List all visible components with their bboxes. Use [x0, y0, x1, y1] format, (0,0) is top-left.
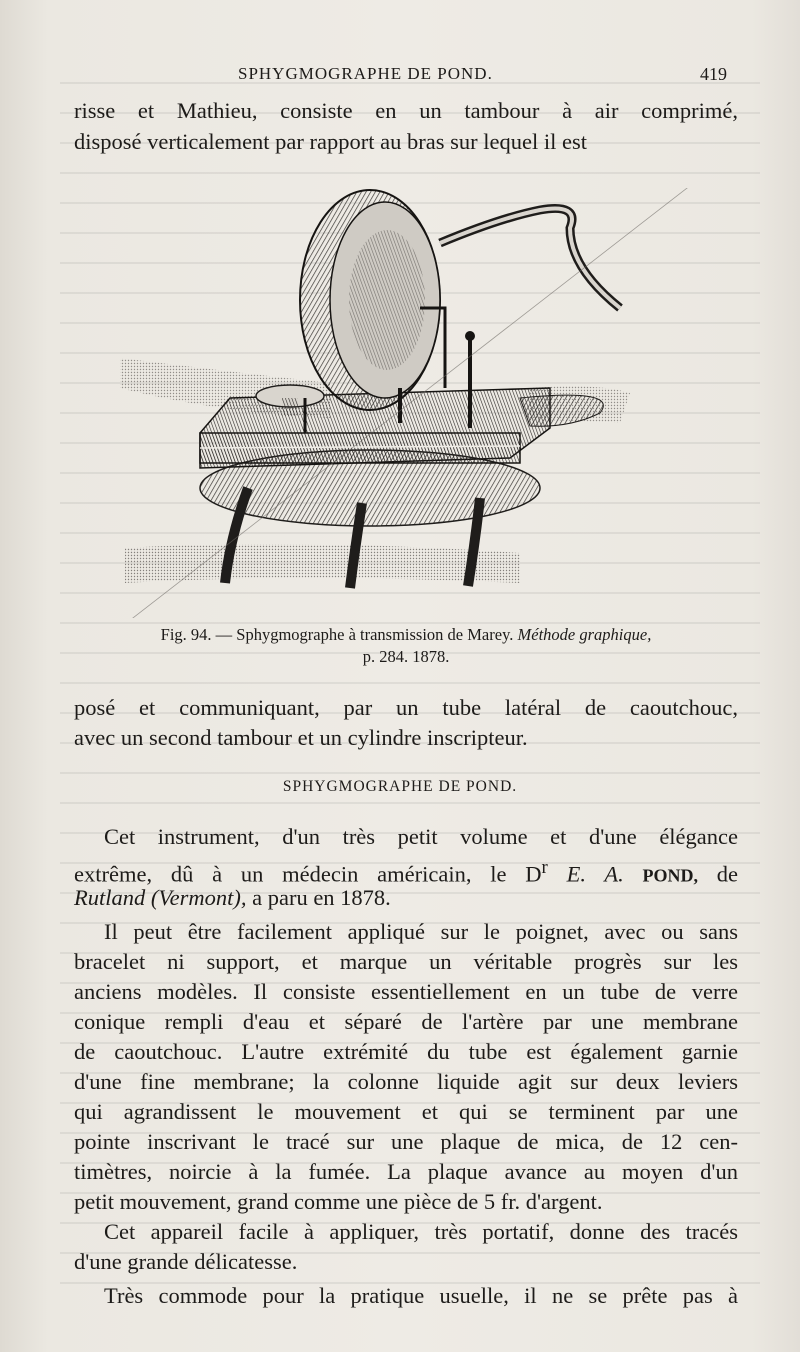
- text-line: petit mouvement, grand comme une pièce de 5 fr. d'argent.: [74, 1189, 603, 1214]
- text-line: Il peut être facilement appliqué sur le poignet, avec ou sans: [104, 919, 738, 944]
- text-line: disposé verticalement par rapport au bras sur lequel il est: [74, 129, 587, 154]
- text-line: de caoutchouc. L'autre extrémité du tube est également garnie: [74, 1039, 738, 1064]
- caption-book-title: Méthode graphique,: [517, 625, 652, 644]
- text-span: extrême, dû à un médecin américain, le D: [74, 861, 542, 887]
- page-number: 419: [700, 64, 727, 84]
- text-line: [74, 883, 738, 913]
- author-initials: E. A.: [566, 861, 624, 887]
- caption-prefix: Fig. 94. — Sphygmographe à transmission de Marey.: [160, 625, 514, 644]
- text-line: anciens modèles. Il consiste essentiellement en un tube de verre: [74, 979, 738, 1004]
- text-line: qui agrandissent le mouvement et qui se terminent par une: [74, 1099, 738, 1124]
- text-line: timètres, noircie à la fumée. La plaque avance au moyen d'un: [74, 1159, 738, 1184]
- text-line: pointe inscrivant le tracé sur une plaque de mica, de 12 cen-: [74, 1129, 738, 1154]
- text-line: d'une grande délicatesse.: [74, 1249, 298, 1274]
- place-name: Rutland: [74, 885, 146, 910]
- text-span: de: [716, 861, 739, 887]
- sphygmograph-engraving: [100, 188, 700, 618]
- text-span: a paru en 1878.: [252, 885, 391, 910]
- text-line: d'une fine membrane; la colonne liquide agit sur deux leviers: [74, 1069, 738, 1094]
- text-line: risse et Mathieu, consiste en un tambour à air comprimé,: [74, 98, 738, 123]
- caption-line-1: [74, 624, 738, 646]
- text-line: Cet appareil facile à appliquer, très portatif, donne des tracés: [104, 1219, 738, 1244]
- figure-caption: [74, 624, 738, 668]
- caption-reference: p. 284. 1878.: [362, 647, 450, 666]
- running-head-title: SPHYGMOGRAPHE DE POND.: [238, 64, 493, 83]
- text-line: bracelet ni support, et marque un véritable progrès sur les: [74, 949, 738, 974]
- author-surname: POND,: [642, 865, 698, 886]
- text-line: conique rempli d'eau et séparé de l'artère par une membrane: [74, 1009, 738, 1034]
- text-line: posé et communiquant, par un tube latéral de caoutchouc,: [74, 695, 738, 720]
- section-title: SPHYGMOGRAPHE DE POND.: [282, 778, 518, 795]
- superscript: r: [541, 857, 548, 878]
- region-name: (Vermont),: [150, 885, 247, 910]
- text-line: avec un second tambour et un cylindre inscripteur.: [74, 725, 528, 750]
- running-head: [0, 64, 800, 88]
- text-line: Cet instrument, d'un très petit volume et d'une élégance: [104, 824, 738, 849]
- text-line: Très commode pour la pratique usuelle, il ne se prête pas à: [104, 1283, 738, 1308]
